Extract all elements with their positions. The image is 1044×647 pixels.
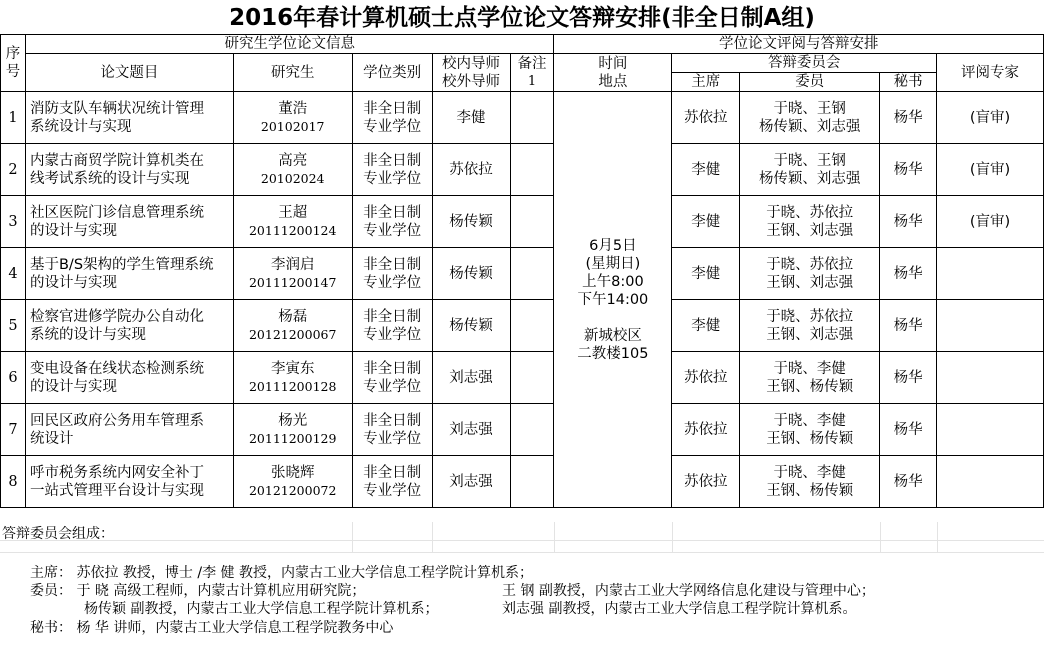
remark-cell bbox=[510, 300, 554, 352]
remark-cell bbox=[510, 456, 554, 508]
student-cell: 杨磊 20121200067 bbox=[233, 300, 352, 352]
thesis-title-cell: 消防支队车辆状况统计管理 系统设计与实现 bbox=[25, 92, 233, 144]
committee-chair-line: 主席： 苏依拉 教授，博士 /李 健 教授，内蒙古工业大学信息工程学院计算机系； bbox=[30, 565, 533, 581]
header-reviewer: 评阅专家 bbox=[937, 54, 1044, 92]
reviewer-cell: (盲审) bbox=[937, 144, 1044, 196]
secretary-cell: 杨华 bbox=[880, 456, 937, 508]
header-committee: 答辩委员会 bbox=[672, 54, 937, 73]
student-cell: 董浩 20102017 bbox=[233, 92, 352, 144]
row-number: 3 bbox=[1, 196, 26, 248]
chair-cell: 苏依拉 bbox=[672, 352, 740, 404]
header-secretary: 秘书 bbox=[880, 73, 937, 92]
members-cell: 于晓、李健 王钢、杨传颖 bbox=[740, 404, 880, 456]
secretary-cell: 杨华 bbox=[880, 196, 937, 248]
committee-member-line: 委员： 于 晓 高级工程师，内蒙古计算机应用研究院； bbox=[30, 583, 366, 599]
secretary-cell: 杨华 bbox=[880, 92, 937, 144]
header-degree-type: 学位类别 bbox=[352, 54, 432, 92]
committee-member-line: 刘志强 副教授，内蒙古工业大学信息工程学院计算机系。 bbox=[502, 601, 857, 617]
remark-cell bbox=[510, 248, 554, 300]
student-cell: 张晓辉 20121200072 bbox=[233, 456, 352, 508]
table-row bbox=[1, 456, 1044, 508]
degree-cell: 非全日制 专业学位 bbox=[352, 248, 432, 300]
student-cell: 杨光 20111200129 bbox=[233, 404, 352, 456]
header-remark: 备注 1 bbox=[510, 54, 554, 92]
members-cell: 于晓、苏依拉 王钢、刘志强 bbox=[740, 300, 880, 352]
chair-cell: 李健 bbox=[672, 196, 740, 248]
row-number: 8 bbox=[1, 456, 26, 508]
reviewer-cell: (盲审) bbox=[937, 92, 1044, 144]
secretary-cell: 杨华 bbox=[880, 144, 937, 196]
table-row bbox=[1, 352, 1044, 404]
defense-schedule-table bbox=[0, 34, 1044, 508]
thesis-title-cell: 内蒙古商贸学院计算机类在 线考试系统的设计与实现 bbox=[25, 144, 233, 196]
table-row bbox=[1, 144, 1044, 196]
remark-cell bbox=[510, 352, 554, 404]
remark-cell bbox=[510, 92, 554, 144]
header-chair: 主席 bbox=[672, 73, 740, 92]
chair-cell: 苏依拉 bbox=[672, 92, 740, 144]
committee-heading: 答辩委员会组成： bbox=[2, 526, 114, 542]
degree-cell: 非全日制 专业学位 bbox=[352, 352, 432, 404]
header-review-group: 学位论文评阅与答辩安排 bbox=[554, 35, 1044, 54]
thesis-title-cell: 变电设备在线状态检测系统 的设计与实现 bbox=[25, 352, 233, 404]
reviewer-cell: (盲审) bbox=[937, 196, 1044, 248]
remark-cell bbox=[510, 144, 554, 196]
chair-cell: 苏依拉 bbox=[672, 404, 740, 456]
advisor-cell: 杨传颖 bbox=[432, 300, 510, 352]
advisor-cell: 苏依拉 bbox=[432, 144, 510, 196]
page-title: 2016年春计算机硕士点学位论文答辩安排(非全日制A组) bbox=[229, 5, 815, 31]
row-number: 2 bbox=[1, 144, 26, 196]
degree-cell: 非全日制 专业学位 bbox=[352, 196, 432, 248]
row-number: 1 bbox=[1, 92, 26, 144]
secretary-cell: 杨华 bbox=[880, 352, 937, 404]
row-number: 4 bbox=[1, 248, 26, 300]
grid-line bbox=[0, 552, 1044, 553]
advisor-cell: 刘志强 bbox=[432, 352, 510, 404]
advisor-cell: 刘志强 bbox=[432, 456, 510, 508]
chair-cell: 李健 bbox=[672, 300, 740, 352]
advisor-cell: 杨传颖 bbox=[432, 196, 510, 248]
schedule-cell: 6月5日 (星期日) 上午8:00 下午14:00 新城校区 二教楼105 bbox=[554, 92, 672, 508]
secretary-cell: 杨华 bbox=[880, 300, 937, 352]
reviewer-cell bbox=[937, 456, 1044, 508]
header-advisor: 校内导师 校外导师 bbox=[432, 54, 510, 92]
header-time-place: 时间 地点 bbox=[554, 54, 672, 92]
members-cell: 于晓、王钢 杨传颖、刘志强 bbox=[740, 144, 880, 196]
members-cell: 于晓、苏依拉 王钢、刘志强 bbox=[740, 196, 880, 248]
committee-member-line: 王 钢 副教授，内蒙古工业大学网络信息化建设与管理中心； bbox=[502, 583, 875, 599]
row-number: 5 bbox=[1, 300, 26, 352]
row-number: 7 bbox=[1, 404, 26, 456]
header-members: 委员 bbox=[740, 73, 880, 92]
reviewer-cell bbox=[937, 300, 1044, 352]
thesis-title-cell: 检察官进修学院办公自动化 系统的设计与实现 bbox=[25, 300, 233, 352]
thesis-title-cell: 社区医院门诊信息管理系统 的设计与实现 bbox=[25, 196, 233, 248]
remark-cell bbox=[510, 404, 554, 456]
table-row bbox=[1, 196, 1044, 248]
members-cell: 于晓、李健 王钢、杨传颖 bbox=[740, 352, 880, 404]
reviewer-cell bbox=[937, 352, 1044, 404]
header-thesis-info-group: 研究生学位论文信息 bbox=[25, 35, 553, 54]
reviewer-cell bbox=[937, 248, 1044, 300]
committee-secretary-line: 秘书： 杨 华 讲师，内蒙古工业大学信息工程学院教务中心 bbox=[30, 620, 394, 636]
degree-cell: 非全日制 专业学位 bbox=[352, 300, 432, 352]
student-cell: 李寅东 20111200128 bbox=[233, 352, 352, 404]
remark-cell bbox=[510, 196, 554, 248]
student-cell: 李润启 20111200147 bbox=[233, 248, 352, 300]
header-seq: 序 号 bbox=[1, 35, 26, 92]
degree-cell: 非全日制 专业学位 bbox=[352, 144, 432, 196]
members-cell: 于晓、王钢 杨传颖、刘志强 bbox=[740, 92, 880, 144]
degree-cell: 非全日制 专业学位 bbox=[352, 456, 432, 508]
row-number: 6 bbox=[1, 352, 26, 404]
student-cell: 高亮 20102024 bbox=[233, 144, 352, 196]
members-cell: 于晓、李健 王钢、杨传颖 bbox=[740, 456, 880, 508]
chair-cell: 李健 bbox=[672, 144, 740, 196]
table-row bbox=[1, 404, 1044, 456]
degree-cell: 非全日制 专业学位 bbox=[352, 92, 432, 144]
reviewer-cell bbox=[937, 404, 1044, 456]
thesis-title-cell: 呼市税务系统内网安全补丁 一站式管理平台设计与实现 bbox=[25, 456, 233, 508]
committee-member-line: 杨传颖 副教授，内蒙古工业大学信息工程学院计算机系； bbox=[84, 601, 439, 617]
advisor-cell: 刘志强 bbox=[432, 404, 510, 456]
chair-cell: 苏依拉 bbox=[672, 456, 740, 508]
advisor-cell: 李健 bbox=[432, 92, 510, 144]
members-cell: 于晓、苏依拉 王钢、刘志强 bbox=[740, 248, 880, 300]
thesis-title-cell: 回民区政府公务用车管理系 统设计 bbox=[25, 404, 233, 456]
secretary-cell: 杨华 bbox=[880, 404, 937, 456]
degree-cell: 非全日制 专业学位 bbox=[352, 404, 432, 456]
student-cell: 王超 20111200124 bbox=[233, 196, 352, 248]
header-student: 研究生 bbox=[233, 54, 352, 92]
table-row bbox=[1, 300, 1044, 352]
advisor-cell: 杨传颖 bbox=[432, 248, 510, 300]
chair-cell: 李健 bbox=[672, 248, 740, 300]
secretary-cell: 杨华 bbox=[880, 248, 937, 300]
thesis-title-cell: 基于B/S架构的学生管理系统 的设计与实现 bbox=[25, 248, 233, 300]
table-row bbox=[1, 92, 1044, 144]
table-row bbox=[1, 248, 1044, 300]
header-thesis-title: 论文题目 bbox=[25, 54, 233, 92]
